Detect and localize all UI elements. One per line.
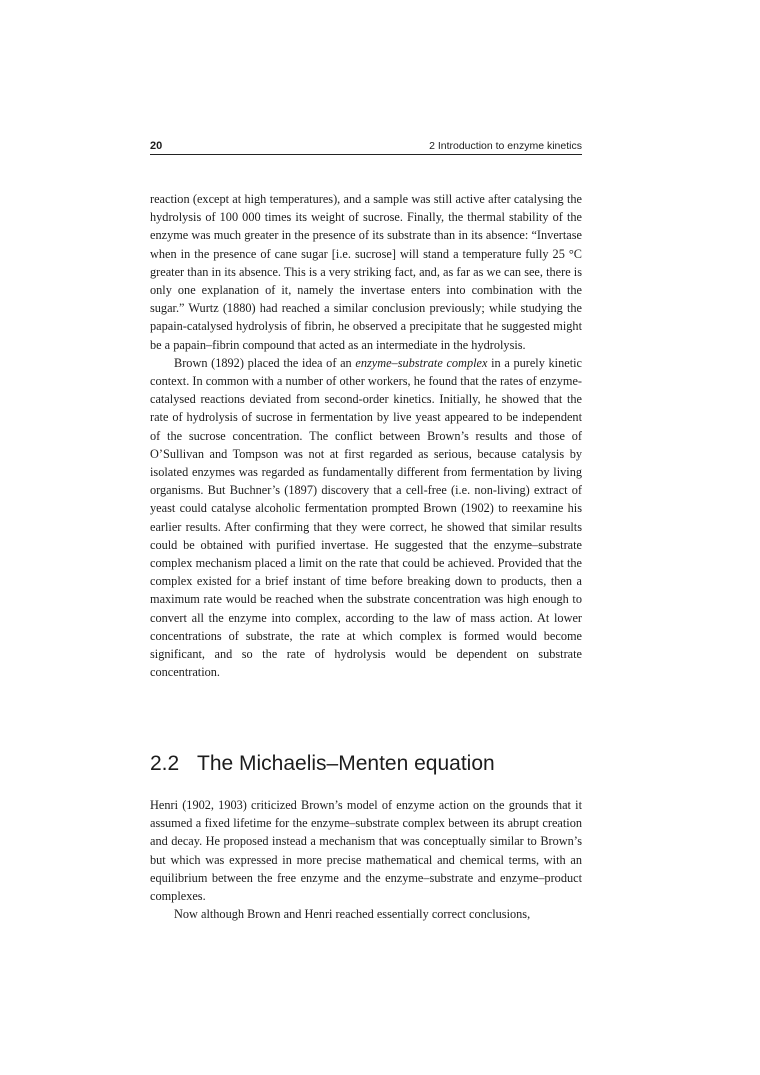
section-1-body	[150, 190, 582, 681]
header-rule	[150, 154, 582, 155]
section-title: The Michaelis–Menten equation	[197, 752, 495, 775]
paragraph: Now although Brown and Henri reached essentially correct conclusions,	[174, 907, 531, 922]
emphasis-term: enzyme–substrate complex	[355, 355, 488, 370]
page-header	[150, 140, 582, 154]
running-title: 2 Introduction to enzyme kinetics	[429, 140, 582, 152]
paragraph: Henri (1902, 1903) criticized Brown’s model of enzyme action on the grounds that it assumed a fixed lifetime for the enzyme–substrate complex between its abrupt creation and decay. He proposed instead a mechanism that was conceptually similar to Brown’s but which was expressed in more precise mathematical and chemical terms, with an equilibrium between the free enzyme and the enzyme–substrate and enzyme–product complexes.	[150, 798, 582, 904]
section-2-body	[150, 796, 582, 923]
page-number: 20	[150, 140, 163, 152]
paragraph	[150, 354, 582, 682]
section-number: 2.2	[150, 752, 180, 775]
text-run: Brown (1892) placed the idea of an	[174, 355, 356, 370]
section-heading	[150, 752, 582, 776]
paragraph: reaction (except at high temperatures), and a sample was still active after catalysing the hydrolysis of 100 000 times its weight of sucrose. Finally, the thermal stability of the enzyme was much greater in the presence of its substrate than in its absence: “Invertase when in the presence of cane sugar [i.e. sucrose] will stand a temperature fully 25 °C greater than in its absence. This is a very striking fact, and, as far as we can see, there is only one explanation of it, namely the invertase enters into combination with the sugar.” Wurtz (1880) had reached a similar conclusion previously; while studying the papain-catalysed hydrolysis of fibrin, he observed a precipitate that he suggested might be a papain–fibrin compound that acted as an intermediate in the hydrolysis.	[150, 192, 582, 352]
text-run: in a purely kinetic context. In common with a number of other workers, he found that the rates of enzyme-catalysed reactions deviated from second-order kinetics. Initially, he showed that the rate of hydrolysis of sucrose in fermentation by live yeast appeared to be independent of the sucrose concentration. The conflict between Brown’s results and those of O’Sullivan and Tompson was not at first regarded as serious, because catalysis by isolated enzymes was regarded as fundamentally different from fermentation by living organisms. But Buchner’s (1897) discovery that a cell-free (i.e. non-living) extract of yeast could catalyse alcoholic fermentation prompted Brown (1902) to reexamine his earlier results. After confirming that they were correct, he showed that similar results could be obtained with purified invertase. He suggested that the enzyme–substrate complex mechanism placed a limit on the rate that could be achieved. Provided that the complex existed for a brief instant of time before breaking down to products, then a maximum rate would be reached when the substrate concentration was high enough to convert all the enzyme into complex, according to the law of mass action. At lower concentrations of substrate, the rate at which complex is formed would become significant, and so the rate of hydrolysis would be dependent on substrate concentration.	[150, 355, 582, 680]
